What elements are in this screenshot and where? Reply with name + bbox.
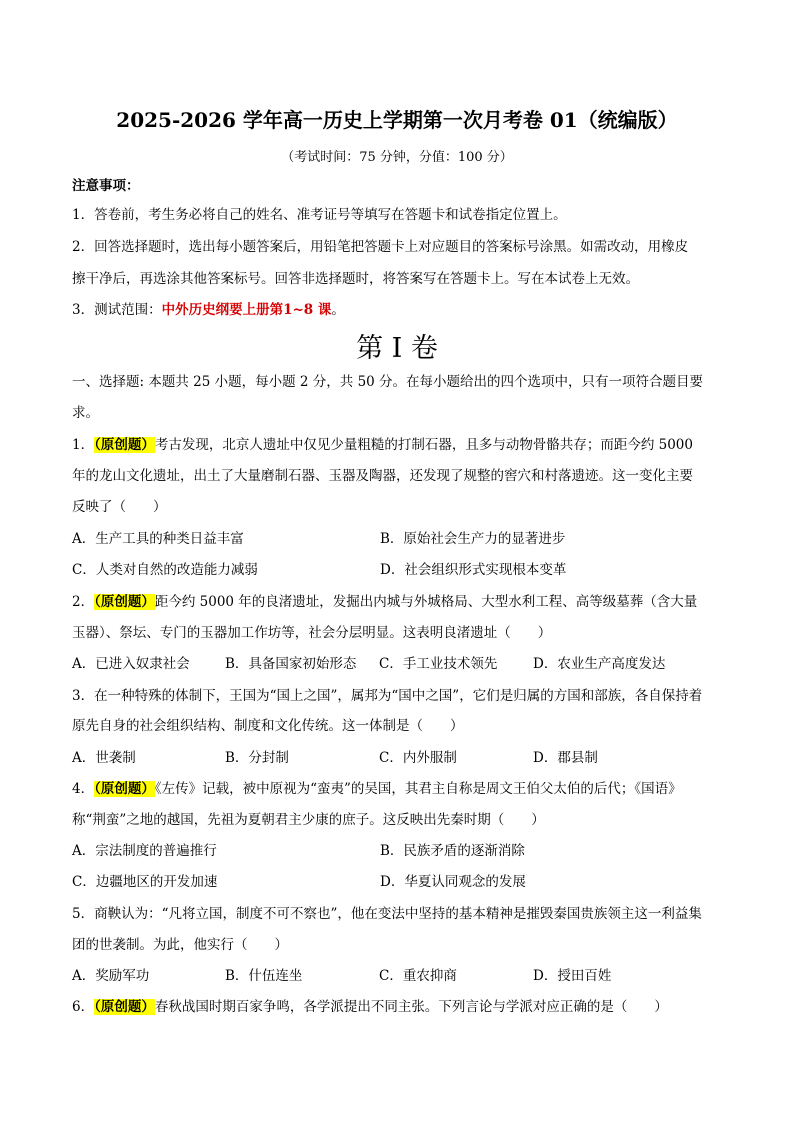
notice-item-2-line-1: 2．回答选择题时，选出每小题答案后，用铅笔把答题卡上对应题目的答案标号涂黑。如需改动，用橡皮 bbox=[72, 239, 689, 255]
notice-item-1: 1．答卷前，考生务必将自己的姓名、准考证号等填写在答题卡和试卷指定位置上。 bbox=[72, 207, 567, 223]
question-1-stem: 考古发现，北京人遗址中仅见少量粗糙的打制石器，且多与动物骨骼共存；而距今约 5000 bbox=[154, 437, 693, 453]
exam-subtitle: （考试时间：75 分钟，分值：100 分） bbox=[281, 150, 513, 165]
question-5-line-2: 团的世袭制。为此，他实行（ ） bbox=[72, 937, 288, 953]
question-6-number: 6． bbox=[72, 999, 95, 1015]
section-instructions-line-2: 求。 bbox=[72, 405, 99, 421]
question-3-option-a: A．世袭制 bbox=[72, 750, 136, 766]
notice-item-3-prefix: 3．测试范围： bbox=[72, 302, 162, 318]
section-instructions-line-1: 一、选择题: 本题共 25 小题，每小题 2 分，共 50 分。在每小题给出的四个选项中，只有一项符合题目要 bbox=[72, 374, 704, 390]
original-question-tag: （原创题） bbox=[94, 999, 155, 1015]
original-question-tag: （原创题） bbox=[94, 594, 155, 610]
question-5-line-1: 5．商鞅认为：“凡将立国，制度不可不察也”，他在变法中坚持的基本精神是摧毁秦国贵族领主这一利益集 bbox=[72, 906, 702, 922]
question-3-option-c: C．内外服制 bbox=[379, 750, 457, 766]
question-1-option-d: D．社会组织形式实现根本变革 bbox=[380, 562, 567, 578]
question-2-option-c: C．手工业技术领先 bbox=[379, 656, 498, 672]
notice-item-2-line-2: 擦干净后，再选涂其他答案标号。回答非选择题时，将答案写在答题卡上。写在本试卷上无效。 bbox=[72, 271, 639, 287]
question-1-line-3: 反映了（ ） bbox=[72, 499, 167, 515]
question-5-option-b: B．什伍连坐 bbox=[225, 968, 303, 984]
section-title: 第 I 卷 bbox=[356, 333, 438, 364]
question-4-line-1 bbox=[72, 780, 682, 798]
question-2-stem: 距今约 5000 年的良渚遗址，发掘出内城与外城格局、大型水利工程、高等级墓葬（含大量 bbox=[154, 594, 698, 610]
question-4-stem: 《左传》记载，被中原视为“蛮夷”的吴国，其君主自称是周文王伯父太伯的后代；《国语》 bbox=[154, 781, 682, 797]
test-range: 中外历史纲要上册第1~8 课 bbox=[161, 302, 332, 318]
question-2-line-1 bbox=[72, 593, 697, 611]
question-6-line-1 bbox=[72, 998, 668, 1016]
question-2-number: 2． bbox=[72, 594, 95, 610]
question-3-line-2: 原先自身的社会组织结构、制度和文化传统。这一体制是（ ） bbox=[72, 718, 464, 734]
question-1-line-2: 年的龙山文化遗址，出土了大量磨制石器、玉器及陶器，还发现了规整的窖穴和村落遗迹。这一变化主要 bbox=[72, 468, 693, 484]
question-1-line-1 bbox=[72, 436, 693, 454]
question-2-line-2: 玉器）、祭坛、专门的玉器加工作坊等，社会分层明显。这表明良渚遗址（ ） bbox=[72, 625, 552, 641]
question-3-line-1: 3．在一种特殊的体制下，王国为“国上之国”，属邦为“国中之国”，它们是归属的方国和部族，各自保持着 bbox=[72, 688, 703, 704]
question-3-option-d: D．郡县制 bbox=[533, 750, 598, 766]
question-4-option-b: B．民族矛盾的逐渐消除 bbox=[380, 843, 525, 859]
question-2-option-d: D．农业生产高度发达 bbox=[533, 656, 666, 672]
notice-heading: 注意事项： bbox=[72, 178, 140, 194]
question-2-option-a: A．已进入奴隶社会 bbox=[72, 656, 190, 672]
question-1-option-b: B．原始社会生产力的显著进步 bbox=[380, 531, 566, 547]
question-6-stem: 春秋战国时期百家争鸣，各学派提出不同主张。下列言论与学派对应正确的是（ ） bbox=[154, 999, 668, 1015]
exam-title: 2025-2026 学年高一历史上学期第一次月考卷 01（统编版） bbox=[116, 108, 678, 132]
question-5-option-a: A．奖励军功 bbox=[72, 968, 150, 984]
question-4-number: 4． bbox=[72, 781, 95, 797]
original-question-tag: （原创题） bbox=[94, 781, 155, 797]
question-4-option-a: A．宗法制度的普遍推行 bbox=[72, 843, 217, 859]
question-5-option-c: C．重农抑商 bbox=[379, 968, 457, 984]
question-4-line-2: 称“荆蛮”之地的越国，先祖为夏朝君主少康的庶子。这反映出先秦时期（ ） bbox=[72, 812, 545, 828]
question-4-option-c: C．边疆地区的开发加速 bbox=[72, 874, 218, 890]
question-1-number: 1． bbox=[72, 437, 95, 453]
question-4-option-d: D．华夏认同观念的发展 bbox=[380, 874, 526, 890]
question-5-option-d: D．授田百姓 bbox=[533, 968, 612, 984]
question-1-option-a: A．生产工具的种类日益丰富 bbox=[72, 531, 244, 547]
notice-item-3-suffix: 。 bbox=[331, 302, 345, 318]
question-1-option-c: C．人类对自然的改造能力减弱 bbox=[72, 562, 258, 578]
question-3-option-b: B．分封制 bbox=[225, 750, 289, 766]
original-question-tag: （原创题） bbox=[94, 437, 155, 453]
question-2-option-b: B．具备国家初始形态 bbox=[225, 656, 357, 672]
notice-item-3 bbox=[72, 301, 345, 319]
